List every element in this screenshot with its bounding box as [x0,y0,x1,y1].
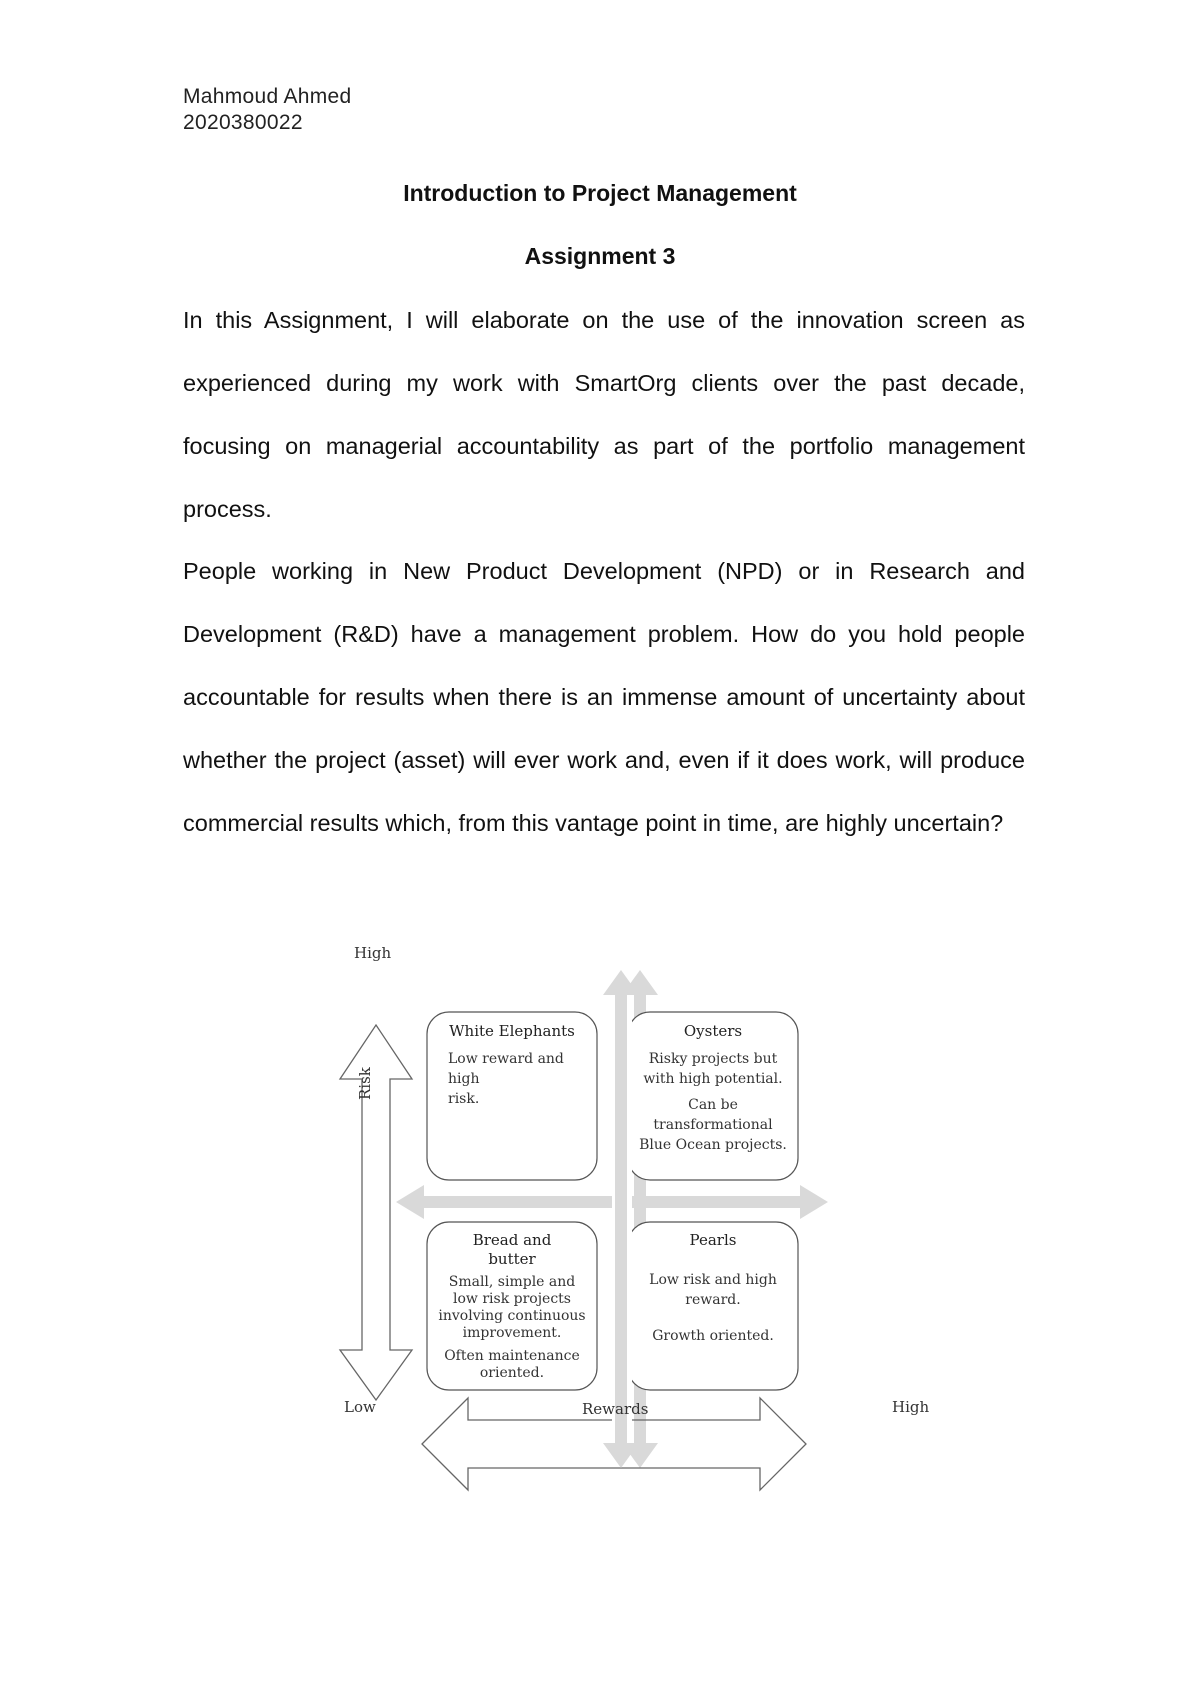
quadrant-title-oysters: Oysters [683,1022,743,1040]
rewards-low-label: Low [344,1398,376,1416]
quadrant-desc-bread-and-butter: Small, simple and low risk projects involving continuous improvement. Often maintenance oriented. [438,1274,586,1381]
quadrant-desc-white-elephants: Low reward and high risk. [448,1051,564,1107]
quadrant-title-pearls: Pearls [689,1231,737,1249]
quadrant-desc-oysters: Risky projects but with high potential. Can be transformational Blue Ocean projects. [639,1051,787,1153]
student-id: 2020380022 [183,111,303,134]
paragraph-problem [183,540,1025,855]
paragraph-text: In this Assignment, I will elaborate on the use of the innovation screen as experienced during my work with SmartOrg clients over the past decade, focusing on managerial accountability as part of the portfolio management process. [183,307,1025,522]
risk-double-arrow [340,1025,412,1400]
course-title: Introduction to Project Management [403,180,797,206]
quadrant-title-bread-and-butter: Bread and butter [472,1231,552,1268]
author-block [183,84,352,136]
rewards-axis-label: Rewards [582,1400,649,1418]
quadrant-title-white-elephants: White Elephants [449,1022,575,1040]
risk-axis-label: Risk [356,1067,374,1100]
paragraph-intro [183,289,1025,541]
risk-high-label: High [354,944,392,962]
rewards-high-label: High [892,1398,930,1416]
paragraph-text: People working in New Product Development (NPD) or in Research and Development (R&D) have a management problem. How do you hold people accountable for results when there is an immense amount of uncertainty about whether the project (asset) will ever work and, even if it does work, will produce commercial results which, from this vantage point in time, are highly uncertain? [183,558,1025,836]
author-name: Mahmoud Ahmed [183,85,352,108]
assignment-title: Assignment 3 [524,243,676,269]
innovation-screen-diagram [330,944,950,1530]
quadrant-desc-pearls: Low risk and high reward. Growth oriented. [649,1272,777,1344]
